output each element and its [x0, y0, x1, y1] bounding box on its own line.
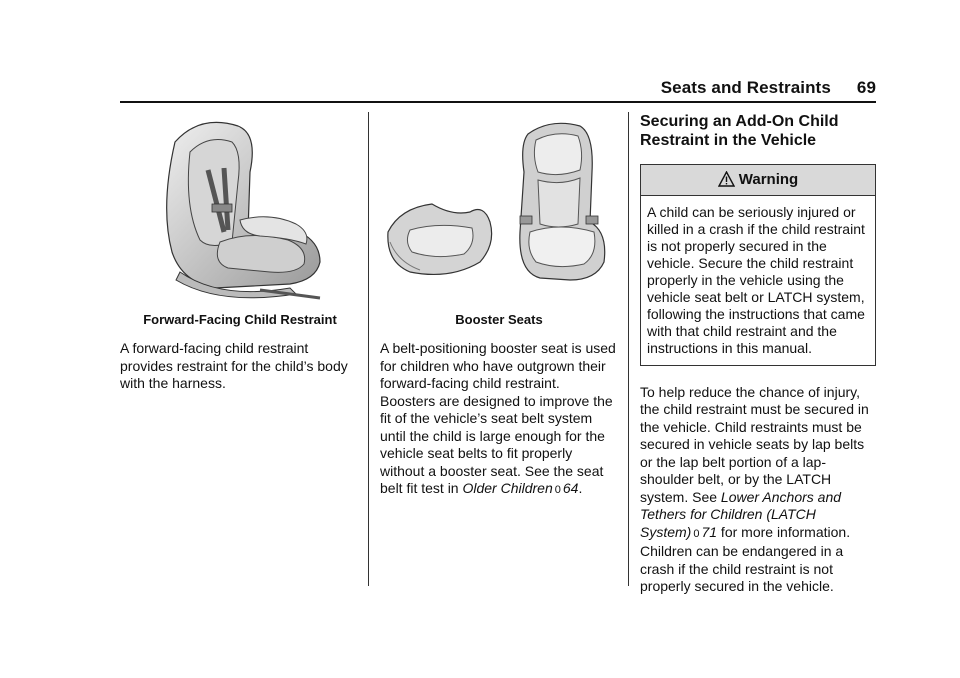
column-divider — [368, 112, 369, 586]
column-3 — [640, 112, 876, 596]
paragraph-text: for more information. Children can be endangered in a crash if the child restraint is not properly secured in the vehicle. — [640, 523, 851, 594]
column-1 — [120, 112, 360, 393]
column-divider — [628, 112, 629, 586]
paragraph-text: To help reduce the chance of injury, the child restraint must be secured in the vehicle. Child restraints must be secured in vehicle seats by lap belts or the lap belt portion of a lap-shoulder belt, or by the LATCH system. See — [640, 383, 869, 505]
page-header — [560, 78, 876, 98]
warning-triangle-icon — [718, 171, 735, 187]
body-paragraph: A forward-facing child restraint provides restraint for the child’s body with the harness. — [120, 340, 348, 391]
page-ref-icon: 0 — [693, 527, 700, 540]
warning-title: Warning — [738, 171, 799, 188]
warning-body: A child can be seriously injured or killed in a crash if the child restraint is not properly secured in the vehicle. Secure the child restraint properly in the vehicle using the vehicle seat belt or LATCH system, following the instructions that came with that child restraint and the instructions in this manual. — [647, 203, 865, 356]
header-rule — [120, 101, 876, 103]
body-paragraph — [640, 384, 876, 596]
cross-reference-link[interactable]: Lower Anchors and Tethers for Children (LATCH System) — [640, 488, 842, 540]
cross-reference-page[interactable]: 71 — [701, 523, 718, 540]
paragraph-text: A belt-positioning booster seat is used for children who have outgrown their forward-facing child restraint. Boosters are designed to improve the fit of the vehicle’s seat belt system until the child is large enough for the vehicle seat belts to fit properly without a booster seat. See the seat belt fit test in — [380, 340, 616, 496]
cross-reference-link[interactable]: Older Children — [462, 480, 553, 496]
figure-caption: Forward-Facing Child Restraint — [143, 311, 337, 327]
section-heading: Securing an Add-On Child Restraint in the Vehicle — [640, 113, 839, 149]
warning-box — [640, 164, 876, 366]
forward-facing-child-seat-illustration — [120, 112, 360, 307]
figure-caption: Booster Seats — [455, 311, 543, 327]
cross-reference-page[interactable]: 64 — [562, 480, 579, 496]
body-paragraph — [380, 340, 618, 500]
page-number: 69 — [856, 78, 876, 97]
page-ref-icon: 0 — [554, 484, 561, 496]
booster-seats-illustration — [380, 112, 618, 307]
column-2 — [380, 112, 618, 500]
paragraph-text: . — [578, 480, 583, 496]
warning-header — [641, 165, 875, 196]
section-title: Seats and Restraints — [660, 78, 831, 97]
